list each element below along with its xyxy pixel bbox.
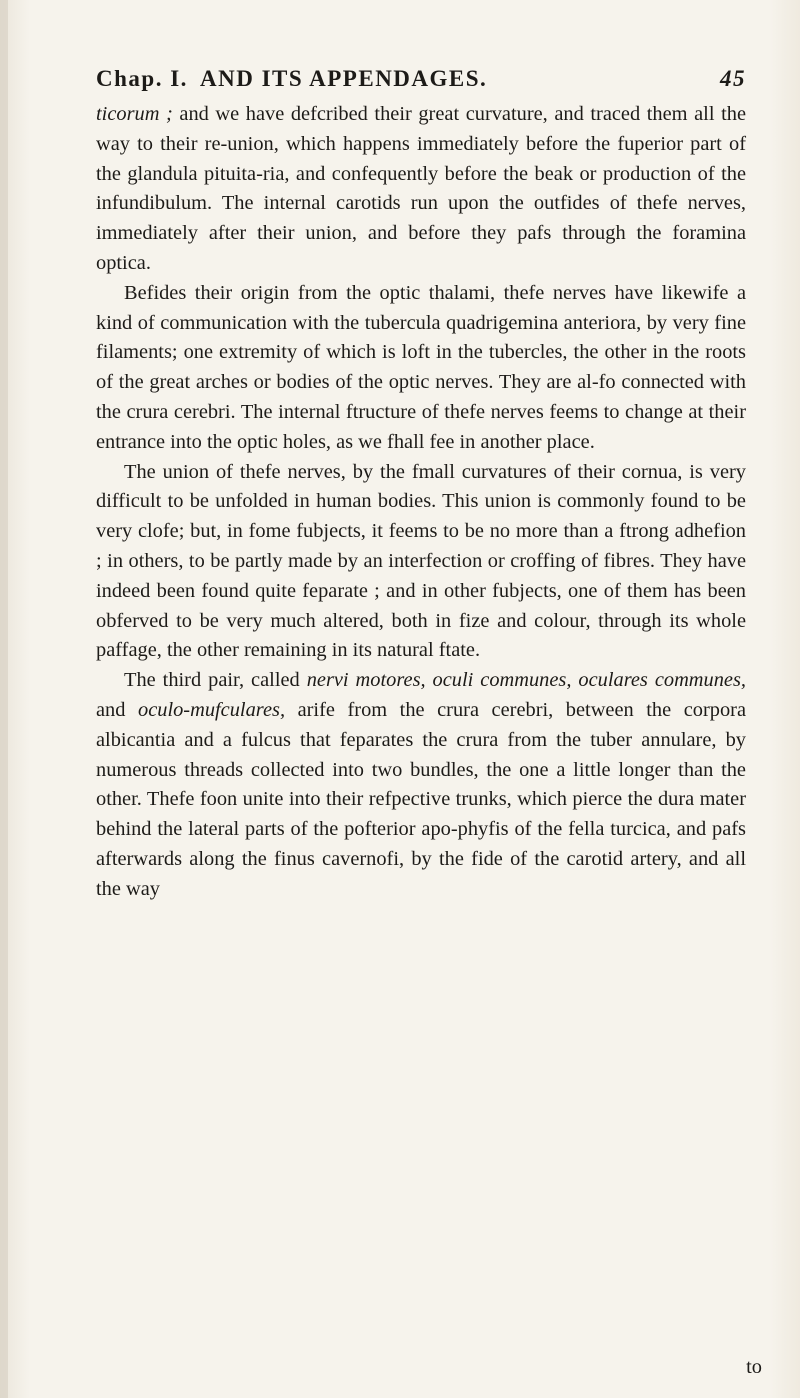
paragraph-segment: nervi motores, oculi communes, oculares communes, bbox=[306, 669, 746, 692]
paragraph bbox=[96, 100, 746, 279]
body-text bbox=[96, 100, 746, 905]
paragraph-segment: and bbox=[96, 698, 138, 721]
paragraph-segment: and we have defcribed their great curvature, and traced them all the way to their re-union, which happens immediately before the fuperior part of the glandula pituita-ria, and confequently before the beak or production of the infundibulum. The internal carotids run upon the outfides of thefe nerves, immediately after their union, and before they pafs through the foramina optica. bbox=[96, 103, 746, 274]
paragraph-segment: Befides their origin from the optic thalami, thefe nerves have likewife a kind of communication with the tubercula quadrigemina anteriora, by very fine filaments; one extremity of which is loft in the tubercles, the other in the roots of the great arches or bodies of the optic nerves. They are al-fo connected with the crura cerebri. The internal ftructure of thefe nerves feems to change at their entrance into the optic holes, as we fhall fee in another place. bbox=[96, 281, 746, 453]
paragraph-segment: oculo-mufculares, bbox=[138, 698, 286, 721]
paragraph-segment: arife from the crura cerebri, between the corpora albicantia and a fulcus that feparates the crura from the tuber annulare, by numerous threads collected into two bundles, the one a little longer than the other. Thefe foon unite into their refpective trunks, which pierce the dura mater behind the lateral parts of the pofterior apo-phyfis of the fella turcica, and pafs afterwards along the finus cavernofi, by the fide of the carotid artery, and all the way bbox=[96, 698, 746, 900]
catchword: to bbox=[746, 1356, 762, 1378]
paragraph bbox=[96, 666, 746, 904]
paragraph bbox=[96, 279, 746, 458]
page-binding-edge bbox=[0, 0, 8, 1398]
page-number: 45 bbox=[720, 66, 746, 91]
chapter-label: Chap. I. bbox=[96, 66, 188, 91]
paragraph bbox=[96, 458, 746, 667]
running-header bbox=[96, 66, 746, 100]
paragraph-segment: The third pair, called bbox=[124, 669, 307, 692]
running-title: AND ITS APPENDAGES. bbox=[200, 66, 488, 91]
paragraph-segment: The union of thefe nerves, by the fmall curvatures of their cornua, is very difficult to be unfolded in human bodies. This union is commonly found to be very clofe; but, in fome fubjects, it feems to be no more than a ftrong adhefion ; in others, to be partly made by an interfection or croffing of fibres. They have indeed been found quite feparate ; and in other fubjects, one of them has been obferved to be very much altered, both in fize and colour, through its whole paffage, the other remaining in its natural ftate. bbox=[96, 460, 746, 662]
paragraph-segment: ticorum ; bbox=[96, 103, 173, 125]
